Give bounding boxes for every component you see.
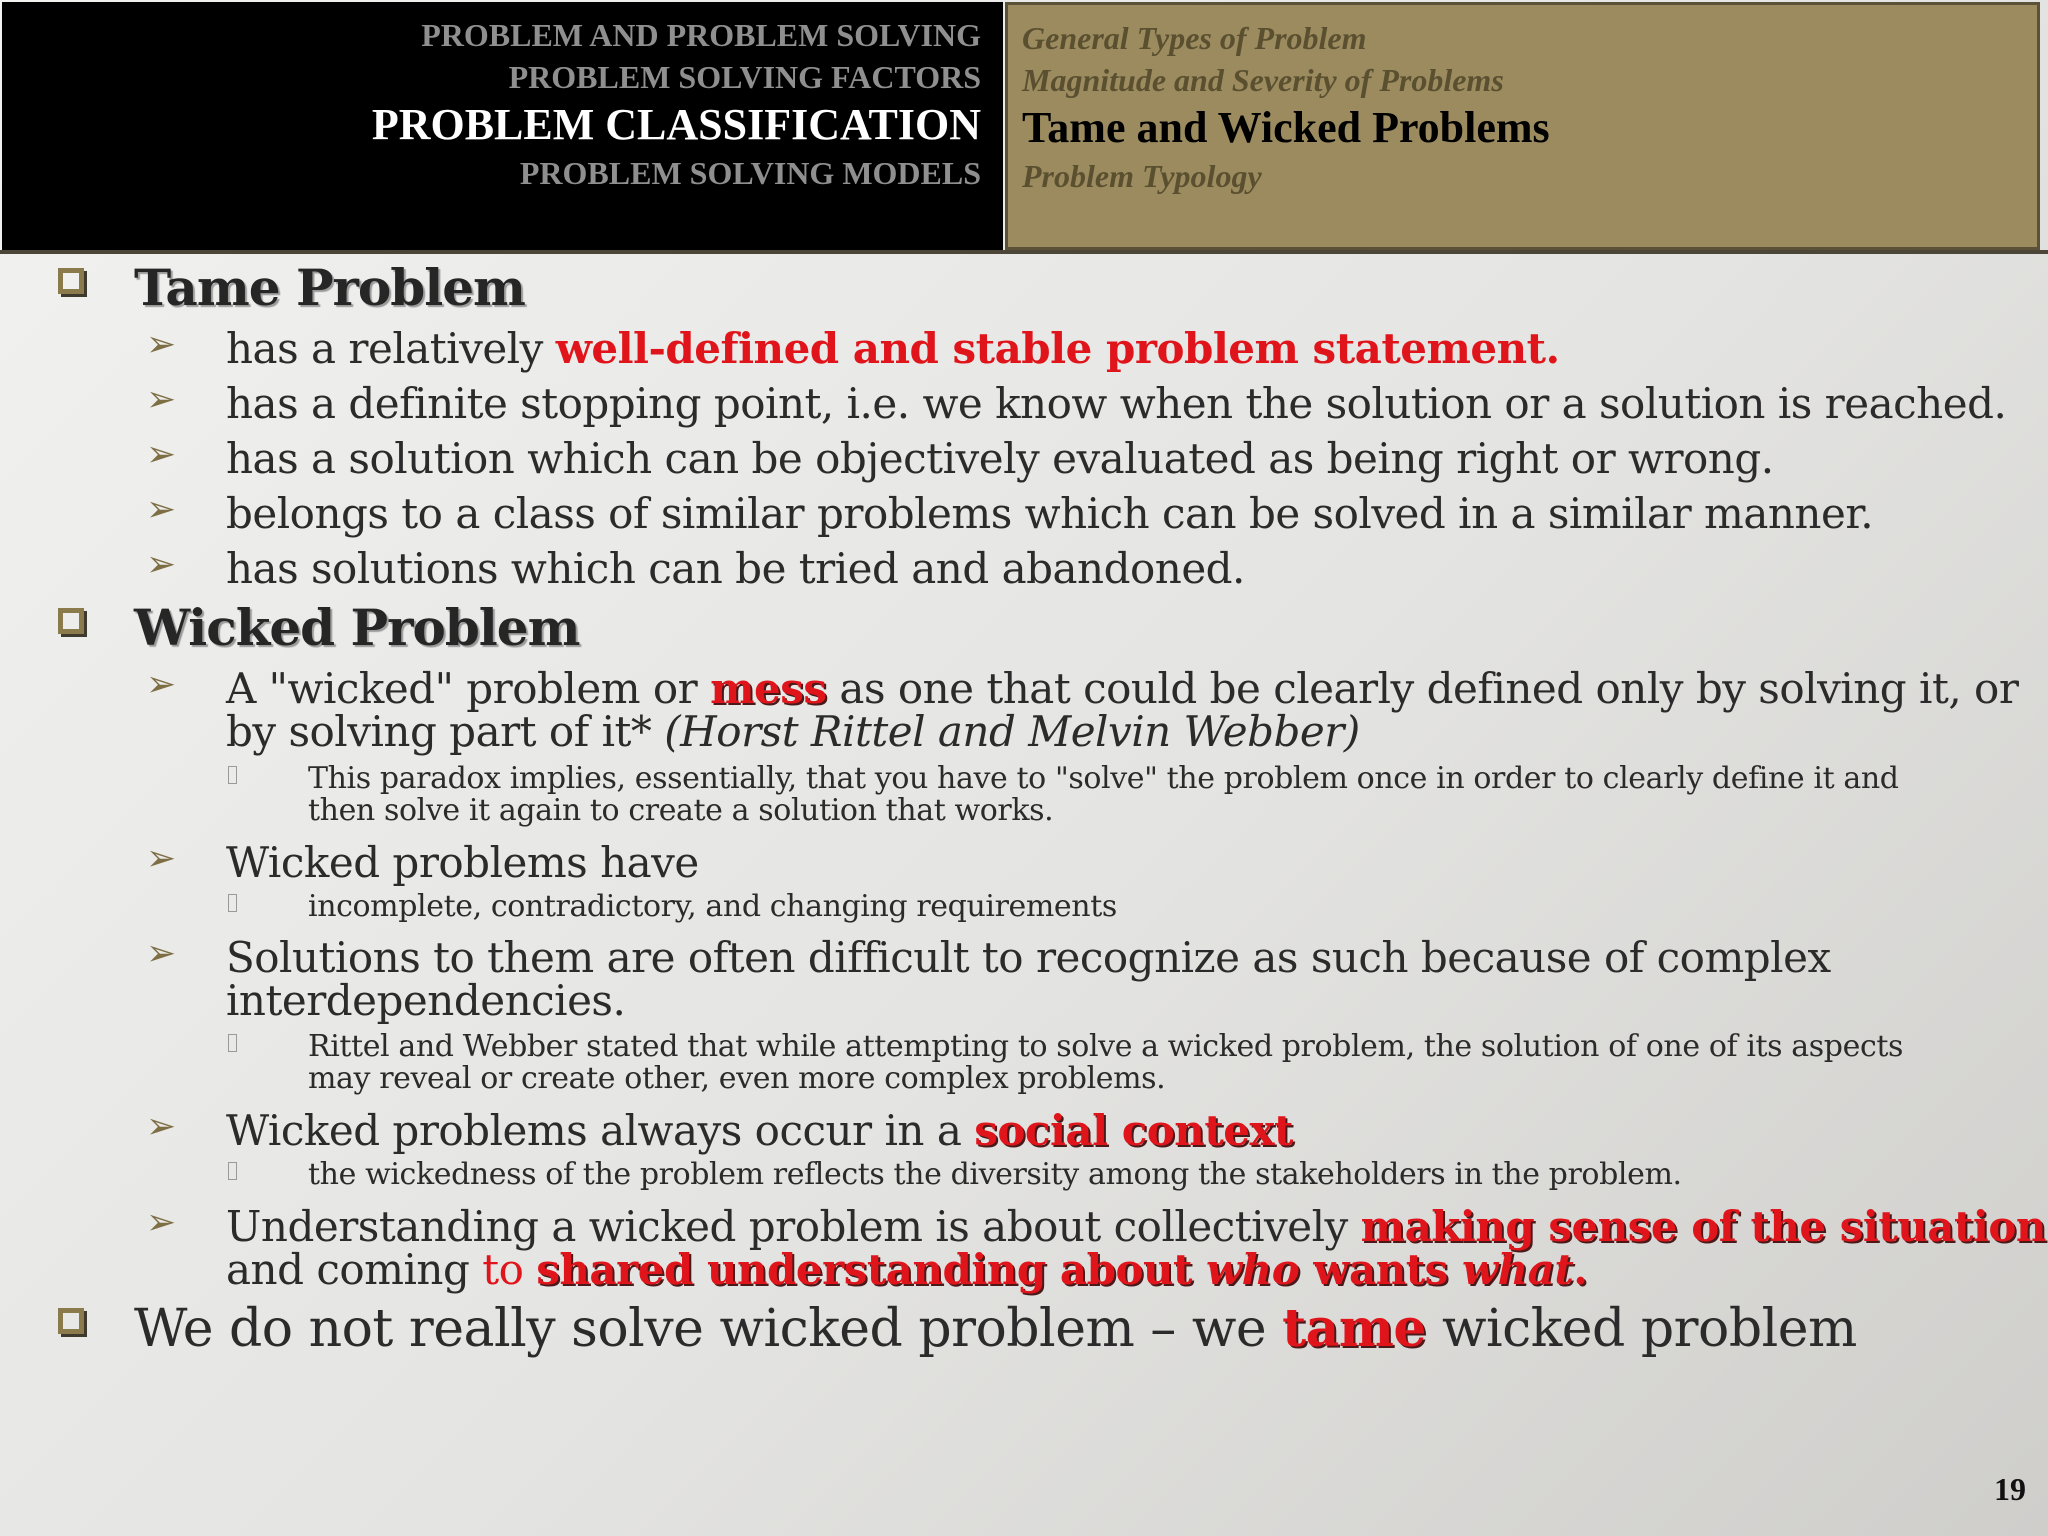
arrow-bullet-icon: ➢ bbox=[146, 838, 177, 879]
highlight-tame: tame bbox=[1282, 1298, 1426, 1359]
arrow-bullet-icon: ➢ bbox=[146, 324, 177, 365]
text-run: has a relatively bbox=[226, 324, 556, 373]
highlight-well-defined: well-defined and stable problem statement. bbox=[555, 324, 1560, 373]
wicked-bullet-5-cont bbox=[226, 1245, 1587, 1294]
text-run: by solving part of it* bbox=[226, 707, 665, 756]
text-run: We do not really solve wicked problem – we bbox=[134, 1299, 1283, 1359]
square-bullet-icon bbox=[58, 268, 84, 294]
tame-bullet-1 bbox=[226, 324, 1560, 373]
arrow-bullet-icon: ➢ bbox=[146, 933, 177, 974]
text-run: A "wicked" problem or bbox=[226, 664, 711, 713]
sub-bullet-icon bbox=[228, 1162, 237, 1180]
text-run-red: to bbox=[482, 1245, 537, 1294]
closing-statement bbox=[134, 1298, 1857, 1359]
text-run: and coming bbox=[226, 1245, 483, 1294]
wicked-sub-1b: then solve it again to create a solution that works. bbox=[308, 793, 1054, 828]
section-nav bbox=[2, 2, 1003, 250]
text-run: wicked problem bbox=[1425, 1299, 1857, 1359]
nav-sub-tame-wicked[interactable]: Tame and Wicked Problems bbox=[1022, 103, 1550, 152]
arrow-bullet-icon: ➢ bbox=[146, 1202, 177, 1243]
text-run: as one that could be clearly defined only by solving it, or bbox=[826, 664, 2019, 713]
tame-bullet-3: has a solution which can be objectively evaluated as being right or wrong. bbox=[226, 434, 1774, 483]
arrow-bullet-icon: ➢ bbox=[146, 379, 177, 420]
highlight-shared-understanding: shared understanding about bbox=[536, 1245, 1207, 1294]
wicked-bullet-4 bbox=[226, 1106, 1293, 1155]
wicked-bullet-5 bbox=[226, 1202, 2046, 1251]
arrow-bullet-icon: ➢ bbox=[146, 544, 177, 585]
highlight-social-context: social context bbox=[974, 1106, 1293, 1155]
wicked-bullet-1 bbox=[226, 664, 2018, 713]
arrow-bullet-icon: ➢ bbox=[146, 664, 177, 705]
tame-bullet-4: belongs to a class of similar problems which can be solved in a similar manner. bbox=[226, 489, 1874, 538]
arrow-bullet-icon: ➢ bbox=[146, 489, 177, 530]
highlight-who: who bbox=[1206, 1245, 1300, 1294]
tame-bullet-2: has a definite stopping point, i.e. we know when the solution or a solution is reached. bbox=[226, 379, 2007, 428]
nav-sub-magnitude[interactable]: Magnitude and Severity of Problems bbox=[1022, 62, 1504, 98]
arrow-bullet-icon: ➢ bbox=[146, 434, 177, 475]
nav-section-models[interactable]: PROBLEM SOLVING MODELS bbox=[519, 155, 981, 191]
square-bullet-icon bbox=[58, 1308, 84, 1334]
header-divider bbox=[0, 250, 2048, 254]
text-run: Understanding a wicked problem is about collectively bbox=[226, 1202, 1361, 1251]
wicked-bullet-3-cont: interdependencies. bbox=[226, 976, 626, 1025]
wicked-sub-3a: Rittel and Webber stated that while attempting to solve a wicked problem, the solution of one of its aspects bbox=[308, 1029, 1903, 1064]
highlight-wants: wants bbox=[1299, 1245, 1462, 1294]
page-number: 19 bbox=[1994, 1471, 2026, 1507]
text-run-red: . bbox=[1573, 1245, 1588, 1294]
sub-bullet-icon bbox=[228, 766, 237, 784]
nav-section-classification[interactable]: PROBLEM CLASSIFICATION bbox=[371, 100, 981, 149]
square-bullet-icon bbox=[58, 608, 84, 634]
wicked-sub-4: the wickedness of the problem reflects the diversity among the stakeholders in the problem. bbox=[308, 1157, 1682, 1192]
nav-sub-general-types[interactable]: General Types of Problem bbox=[1022, 20, 1367, 56]
wicked-heading: Wicked Problem bbox=[134, 598, 580, 657]
tame-bullet-5: has solutions which can be tried and abandoned. bbox=[226, 544, 1245, 593]
wicked-bullet-1-cont bbox=[226, 707, 1360, 756]
nav-section-factors[interactable]: PROBLEM SOLVING FACTORS bbox=[508, 59, 981, 95]
citation-rittel-webber: (Horst Rittel and Melvin Webber) bbox=[664, 707, 1360, 756]
wicked-sub-2: incomplete, contradictory, and changing requirements bbox=[308, 889, 1117, 924]
nav-sub-typology[interactable]: Problem Typology bbox=[1022, 158, 1262, 194]
sub-bullet-icon bbox=[228, 894, 237, 912]
sub-bullet-icon bbox=[228, 1034, 237, 1052]
highlight-mess: mess bbox=[710, 664, 827, 713]
slide-header bbox=[0, 0, 2048, 254]
wicked-bullet-2: Wicked problems have bbox=[226, 838, 699, 887]
tame-heading: Tame Problem bbox=[134, 258, 525, 317]
highlight-what: what bbox=[1461, 1245, 1574, 1294]
wicked-bullet-3: Solutions to them are often difficult to recognize as such because of complex bbox=[226, 933, 1831, 982]
text-run: Wicked problems always occur in a bbox=[226, 1106, 975, 1155]
highlight-making-sense: making sense of the situation bbox=[1360, 1202, 2046, 1251]
subsection-nav bbox=[1005, 2, 2040, 250]
wicked-sub-3b: may reveal or create other, even more complex problems. bbox=[308, 1061, 1166, 1096]
nav-section-problem-solving[interactable]: PROBLEM AND PROBLEM SOLVING bbox=[421, 17, 981, 53]
arrow-bullet-icon: ➢ bbox=[146, 1106, 177, 1147]
wicked-sub-1a: This paradox implies, essentially, that you have to "solve" the problem once in order to clearly define it and bbox=[308, 761, 1899, 796]
